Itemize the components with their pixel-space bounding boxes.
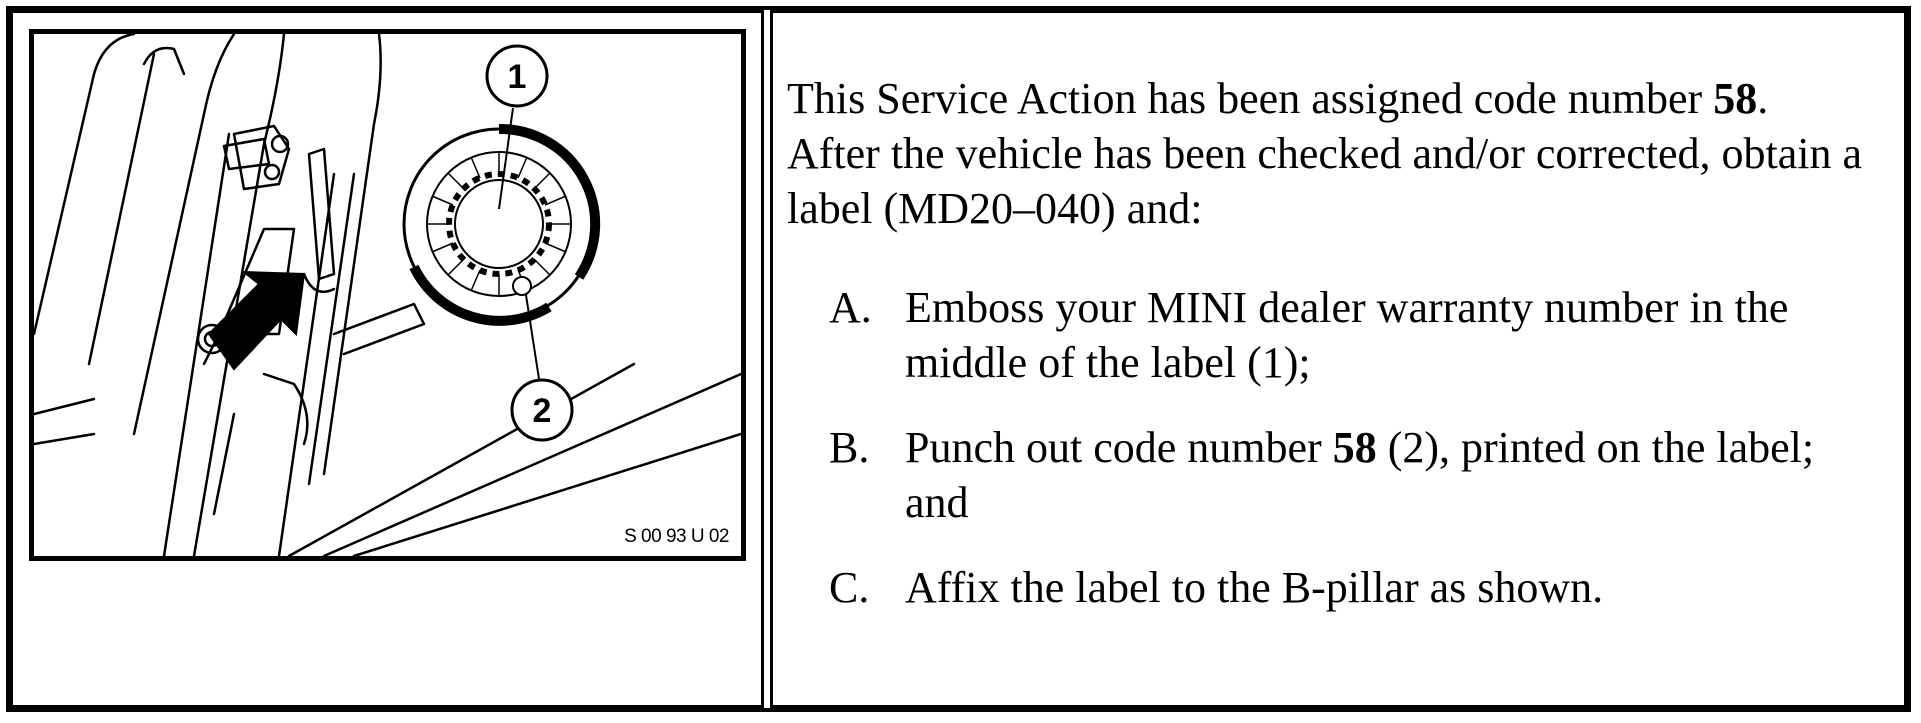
list-item-text-end: (2), printed on the label; and bbox=[905, 423, 1815, 527]
instructions-text bbox=[787, 71, 1864, 615]
intro-code-number: 58 bbox=[1713, 74, 1758, 123]
list-marker: A. bbox=[829, 283, 872, 332]
figure-reference-code: S 00 93 U 02 bbox=[624, 526, 729, 547]
intro-text-start: This Service Action has been assigned code number bbox=[787, 74, 1714, 123]
list-item bbox=[787, 420, 1864, 530]
document-table bbox=[6, 6, 1911, 712]
list-item bbox=[787, 280, 1864, 390]
list-marker: C. bbox=[829, 563, 870, 612]
list-item-text bbox=[905, 423, 1814, 527]
callout-1-label: 1 bbox=[507, 58, 527, 96]
list-item-text: Affix the label to the B-pillar as shown. bbox=[905, 563, 1604, 612]
instruction-list bbox=[787, 280, 1864, 615]
list-item bbox=[787, 560, 1864, 615]
arrow-icon bbox=[209, 272, 304, 369]
list-marker: B. bbox=[829, 423, 870, 472]
list-item-code-number: 58 bbox=[1332, 423, 1377, 472]
callout-2-label: 2 bbox=[532, 392, 552, 430]
b-pillar-illustration bbox=[29, 29, 746, 561]
b-pillar-drawing bbox=[34, 34, 741, 556]
figure-cell bbox=[10, 10, 764, 708]
label-disc bbox=[404, 129, 595, 321]
intro-text-end: . After the vehicle has been checked and/or corrected, obtain a label (MD20–040) and: bbox=[787, 74, 1863, 233]
list-item-text-start: Punch out code number bbox=[905, 423, 1333, 472]
intro-paragraph bbox=[787, 71, 1864, 236]
instructions-cell bbox=[770, 10, 1907, 708]
list-item-text: Emboss your MINI dealer warranty number in the middle of the label (1); bbox=[905, 283, 1789, 387]
